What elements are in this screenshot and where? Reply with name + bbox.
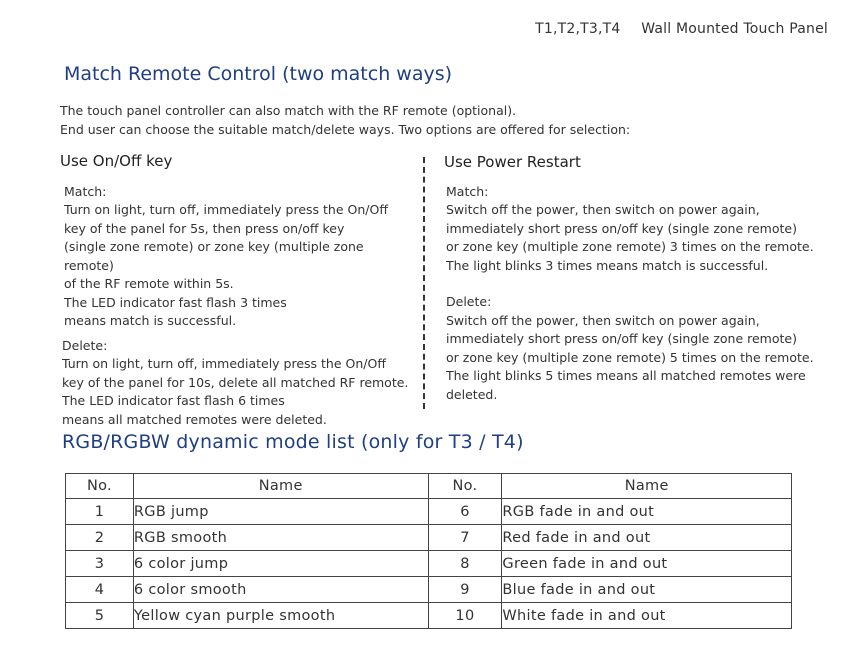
text-line: The LED indicator fast flash 6 times [62,393,285,408]
table-header-row [66,474,792,499]
intro-line: The touch panel controller can also match with the RF remote (optional). [60,103,517,118]
text-line: The light blinks 3 times means match is successful. [446,257,769,273]
mode-name: Yellow cyan purple smooth [133,603,428,629]
text-line: key of the panel for 5s, then press on/off key [64,220,345,236]
text-line: (single zone remote) or zone key (multiple zone remote) [64,239,364,273]
mode-number: 6 [428,499,502,525]
delete-label: Delete: [446,294,492,309]
page-header [519,21,828,37]
mode-name: 6 color jump [133,551,428,577]
delete-label: Delete: [62,337,108,353]
text-line: or zone key (multiple zone remote) 3 times on the remote. [446,239,814,254]
text-line: of the RF remote within 5s. [64,276,234,291]
mode-list-title: RGB/RGBW dynamic mode list (only for T3 / T4) [62,431,524,453]
text-line: deleted. [446,386,498,402]
onoff-key-column [60,152,410,429]
column-divider [423,157,425,409]
table-row [66,525,792,551]
text-line: Turn on light, turn off, immediately press the On/Off [62,356,386,371]
power-restart-column [444,153,814,404]
onoff-key-heading: Use On/Off key [60,152,173,170]
mode-number: 8 [428,551,502,577]
mode-number: 5 [66,603,134,629]
mode-name: RGB fade in and out [502,499,792,525]
text-line: Switch off the power, then switch on power again, [446,202,760,217]
mode-name: Blue fade in and out [502,577,792,603]
mode-number: 10 [428,603,502,629]
text-line: or zone key (multiple zone remote) 5 times on the remote. [446,349,814,365]
power-delete-block [446,293,814,404]
text-line: Turn on light, turn off, immediately press the On/Off [64,202,388,217]
mode-name: RGB jump [133,499,428,525]
header-no: No. [428,474,502,499]
table-row [66,551,792,577]
mode-name: White fade in and out [502,603,792,629]
onoff-delete-block [62,337,410,430]
onoff-match-block [64,183,410,331]
mode-name: Green fade in and out [502,551,792,577]
table-row [66,603,792,629]
mode-number: 9 [428,577,502,603]
text-line: means all matched remotes were deleted. [62,411,327,427]
text-line: immediately short press on/off key (single zone remote) [446,220,797,236]
mode-name: 6 color smooth [133,577,428,603]
mode-table [65,473,792,629]
power-restart-heading: Use Power Restart [444,153,581,171]
header-name: Name [133,474,428,499]
product-name: Wall Mounted Touch Panel [641,21,828,37]
match-remote-title: Match Remote Control (two match ways) [64,63,453,85]
mode-number: 3 [66,551,134,577]
mode-number: 2 [66,525,134,551]
table-row [66,499,792,525]
mode-number: 7 [428,525,502,551]
table-row [66,577,792,603]
power-match-block [446,183,814,276]
mode-number: 4 [66,577,134,603]
text-line: means match is successful. [64,313,237,328]
mode-number: 1 [66,499,134,525]
text-line: The light blinks 5 times means all matched remotes were [446,368,806,383]
intro-line: End user can choose the suitable match/delete ways. Two options are offered for selection: [60,122,631,137]
text-line: The LED indicator fast flash 3 times [64,294,287,310]
match-label: Match: [446,183,489,199]
intro-text [60,101,630,139]
header-name: Name [502,474,792,499]
text-line: Switch off the power, then switch on power again, [446,312,760,328]
header-no: No. [66,474,134,499]
mode-name: Red fade in and out [502,525,792,551]
match-label: Match: [64,183,107,199]
text-line: key of the panel for 10s, delete all matched RF remote. [62,374,409,390]
mode-name: RGB smooth [133,525,428,551]
text-line: immediately short press on/off key (single zone remote) [446,331,797,346]
model-list: T1,T2,T3,T4 [535,21,621,37]
